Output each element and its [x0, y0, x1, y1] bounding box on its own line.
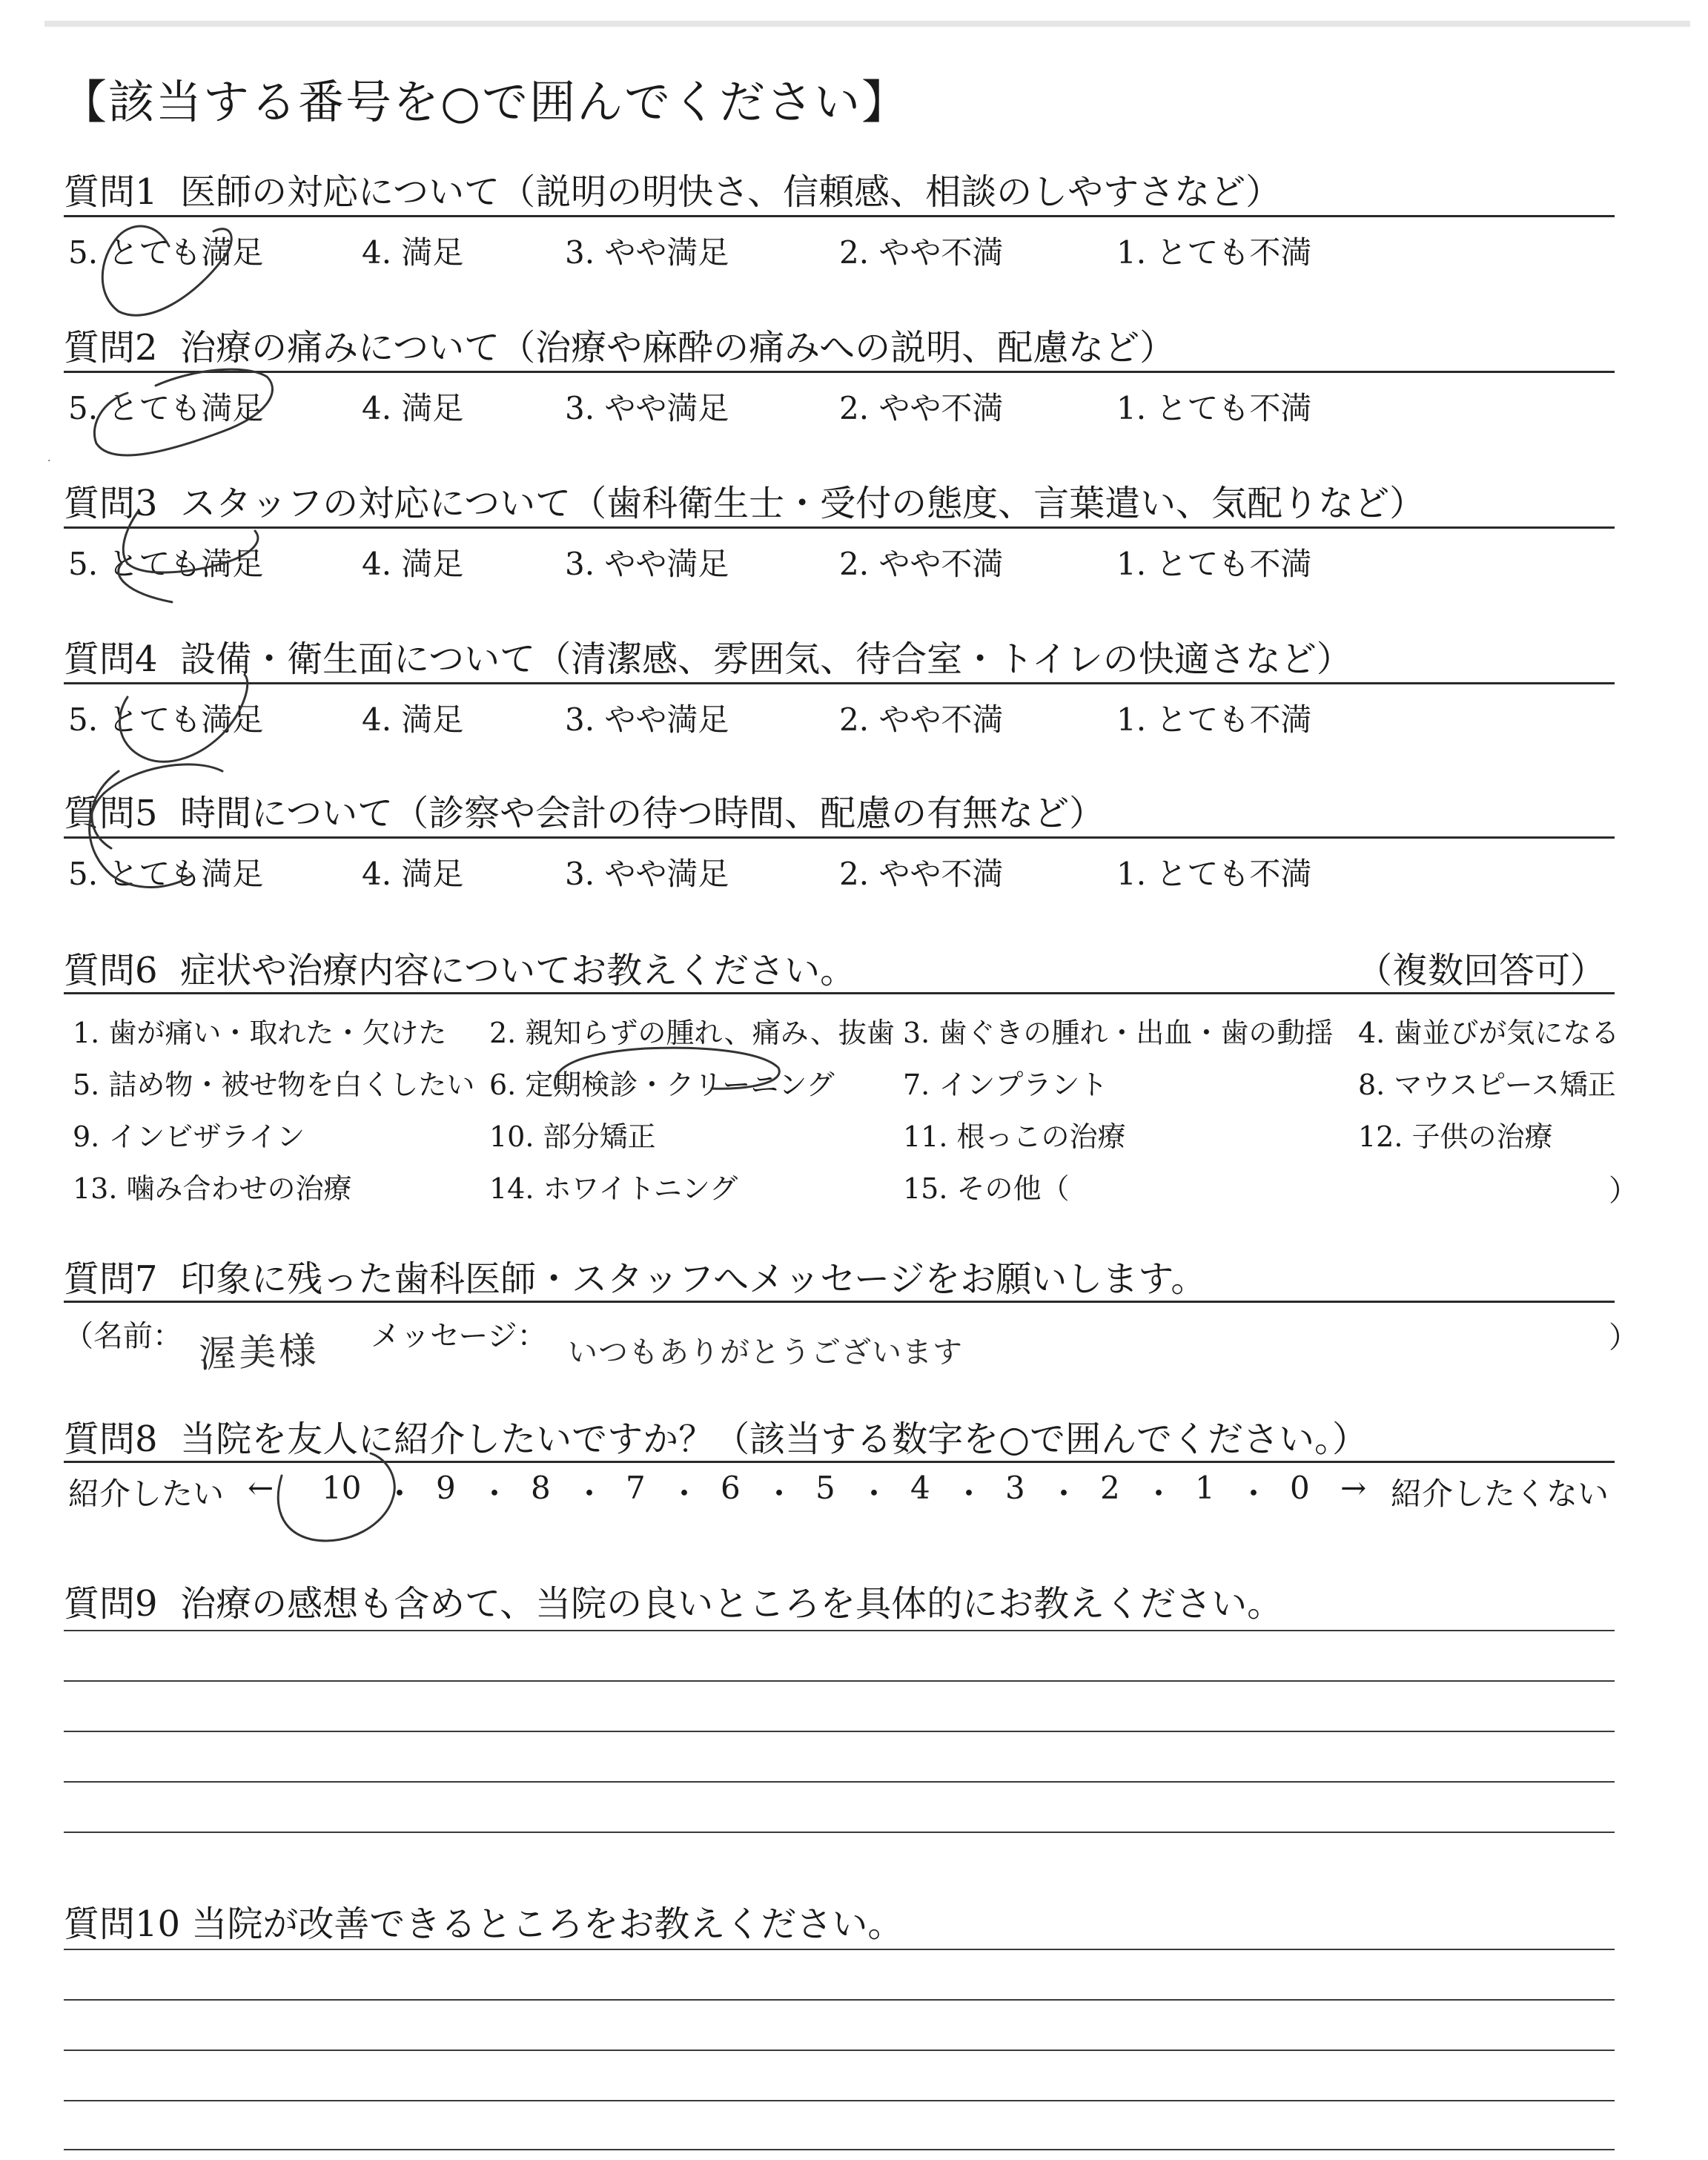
q8-scale-2[interactable]: 2	[1100, 1470, 1120, 1506]
q8-scale-4[interactable]: 4	[910, 1470, 930, 1506]
q2-option-4[interactable]: 4. 満足	[362, 390, 464, 426]
question-2-rule	[64, 371, 1615, 373]
question-6-text: 症状や治療内容についてお教えください。	[180, 950, 856, 991]
page-heading: 【該当する番号を○で囲んでください】	[61, 75, 910, 129]
q2-option-2[interactable]: 2. やや不満	[839, 390, 1004, 426]
q10-answer-line[interactable]	[64, 2050, 1615, 2051]
q5-option-1[interactable]: 1. とても不満	[1116, 856, 1312, 892]
question-4-text: 設備・衛生面について（清潔感、雰囲気、待合室・トイレの快適さなど）	[180, 638, 1352, 680]
question-1-text: 医師の対応について（説明の明快さ、信頼感、相談のしやすさなど）	[180, 171, 1282, 213]
question-1-title	[64, 163, 1281, 214]
q9-answer-line[interactable]	[64, 1630, 1615, 1631]
q8-scale-7[interactable]: 7	[626, 1470, 646, 1506]
q5-option-4[interactable]: 4. 満足	[362, 856, 464, 892]
q8-scale-10[interactable]: 10	[322, 1470, 362, 1506]
q10-answer-line[interactable]	[64, 1999, 1615, 2001]
q10-answer-line[interactable]	[64, 1949, 1615, 1950]
q3-option-4[interactable]: 4. 満足	[362, 546, 464, 582]
q4-option-4[interactable]: 4. 満足	[362, 701, 464, 738]
q8-dot: ・	[479, 1476, 511, 1512]
q8-dot: ・	[574, 1476, 606, 1512]
q6-option-12[interactable]: 12. 子供の治療	[1358, 1120, 1553, 1153]
q8-dot: ・	[1238, 1476, 1270, 1512]
q6-option-9[interactable]: 9. インビザライン	[73, 1120, 305, 1153]
question-8-rule	[64, 1461, 1615, 1463]
q6-option-8[interactable]: 8. マウスピース矯正	[1358, 1069, 1616, 1101]
question-2-text: 治療の痛みについて（治療や麻酔の痛みへの説明、配慮など）	[180, 327, 1176, 369]
question-3-rule	[64, 526, 1615, 529]
question-3-label: 質問3	[64, 483, 158, 524]
question-1-rule	[64, 215, 1615, 217]
q1-option-3[interactable]: 3. やや満足	[565, 234, 729, 271]
q8-dot: ・	[764, 1476, 795, 1512]
question-4-label: 質問4	[64, 638, 158, 680]
question-4-title	[64, 630, 1352, 681]
question-5-rule	[64, 836, 1615, 839]
q8-scale-0[interactable]: 0	[1290, 1470, 1310, 1506]
q6-option-13[interactable]: 13. 噛み合わせの治療	[73, 1172, 352, 1205]
q6-option-7[interactable]: 7. インプラント	[903, 1069, 1108, 1101]
q9-answer-line[interactable]	[64, 1731, 1615, 1732]
question-8-text: 当院を友人に紹介したいですか？（該当する数字を○で囲んでください。）	[180, 1418, 1368, 1460]
q5-option-2[interactable]: 2. やや不満	[839, 856, 1004, 892]
q8-dot: ・	[669, 1476, 701, 1512]
q4-option-1[interactable]: 1. とても不満	[1116, 701, 1312, 738]
q8-scale-1[interactable]: 1	[1195, 1470, 1215, 1506]
q1-option-5[interactable]: 5. とても満足	[68, 234, 264, 271]
q3-option-1[interactable]: 1. とても不満	[1116, 546, 1312, 582]
q6-option-5[interactable]: 5. 詰め物・被せ物を白くしたい	[73, 1069, 475, 1101]
q9-answer-line[interactable]	[64, 1832, 1615, 1833]
q10-answer-line[interactable]	[64, 2149, 1615, 2150]
q6-option-3[interactable]: 3. 歯ぐきの腫れ・出血・歯の動揺	[903, 1017, 1334, 1049]
q6-option-1[interactable]: 1. 歯が痛い・取れた・欠けた	[73, 1017, 447, 1049]
question-9-title	[64, 1575, 1282, 1626]
question-10-title	[64, 1895, 903, 1946]
q6-option-2[interactable]: 2. 親知らずの腫れ、痛み、抜歯	[489, 1017, 895, 1049]
question-3-title	[64, 475, 1425, 526]
q7-name-value[interactable]: 渥美様	[198, 1329, 320, 1376]
q1-option-2[interactable]: 2. やや不満	[839, 234, 1004, 271]
q8-dot: ・	[384, 1476, 416, 1512]
q9-answer-line[interactable]	[64, 1781, 1615, 1783]
q8-dot: ・	[953, 1476, 985, 1512]
q7-name-label: （名前：	[64, 1319, 182, 1353]
q6-option-6[interactable]: 6. 定期検診・クリーニング	[489, 1069, 835, 1101]
question-9-label: 質問9	[64, 1583, 158, 1625]
scan-speck: ·	[47, 455, 51, 467]
q6-other-close-paren: ）	[1609, 1174, 1638, 1208]
q8-scale-5[interactable]: 5	[815, 1470, 835, 1506]
q4-option-3[interactable]: 3. やや満足	[565, 701, 729, 738]
q6-option-4[interactable]: 4. 歯並びが気になる	[1358, 1017, 1620, 1049]
question-8-title	[64, 1410, 1368, 1462]
q8-left-arrow: ←	[248, 1470, 274, 1506]
question-8-label: 質問8	[64, 1418, 158, 1460]
q7-message-value[interactable]: いつもありがとうございます	[568, 1335, 963, 1370]
q7-close-paren: ）	[1609, 1321, 1638, 1355]
question-7-text: 印象に残った歯科医師・スタッフへメッセージをお願いします。	[180, 1258, 1207, 1300]
question-2-label: 質問2	[64, 327, 158, 369]
q3-option-2[interactable]: 2. やや不満	[839, 546, 1004, 582]
question-5-label: 質問5	[64, 793, 158, 834]
question-6-title	[64, 942, 855, 993]
q8-right-arrow: →	[1340, 1470, 1367, 1506]
q3-option-5[interactable]: 5. とても満足	[68, 546, 264, 582]
question-6-rule	[64, 992, 1615, 994]
page-top-edge	[44, 21, 1690, 27]
q6-option-10[interactable]: 10. 部分矯正	[489, 1120, 656, 1153]
question-10-text: 当院が改善できるところをお教えください。	[191, 1903, 904, 1945]
q9-answer-line[interactable]	[64, 1680, 1615, 1682]
q8-scale-9[interactable]: 9	[436, 1470, 456, 1506]
q3-option-3[interactable]: 3. やや満足	[565, 546, 729, 582]
q4-option-2[interactable]: 2. やや不満	[839, 701, 1004, 738]
q6-option-14[interactable]: 14. ホワイトニング	[489, 1172, 738, 1205]
question-7-rule	[64, 1301, 1615, 1303]
q5-option-5[interactable]: 5. とても満足	[68, 856, 264, 892]
q4-option-5[interactable]: 5. とても満足	[68, 701, 264, 738]
q7-message-label: メッセージ：	[371, 1319, 547, 1353]
q8-left-label: 紹介したい	[68, 1476, 225, 1512]
q2-option-5[interactable]: 5. とても満足	[68, 390, 264, 426]
question-7-title	[64, 1250, 1206, 1301]
question-10-label: 質問10	[64, 1903, 181, 1945]
q8-scale-8[interactable]: 8	[531, 1470, 551, 1506]
q8-scale-6[interactable]: 6	[721, 1470, 741, 1506]
q8-dot: ・	[858, 1476, 890, 1512]
q6-option-15[interactable]: 15. その他（	[903, 1172, 1070, 1205]
q8-scale-3[interactable]: 3	[1005, 1470, 1025, 1506]
question-5-text: 時間について（診察や会計の待つ時間、配慮の有無など）	[180, 793, 1105, 834]
question-9-text: 治療の感想も含めて、当院の良いところを具体的にお教えください。	[180, 1583, 1283, 1625]
q2-option-3[interactable]: 3. やや満足	[565, 390, 729, 426]
q1-option-1[interactable]: 1. とても不満	[1116, 234, 1312, 271]
question-1-label: 質問1	[64, 171, 158, 213]
q5-option-3[interactable]: 3. やや満足	[565, 856, 729, 892]
q8-dot: ・	[1048, 1476, 1080, 1512]
question-5-title	[64, 785, 1105, 836]
question-6-note: （複数回答可）	[1357, 950, 1606, 991]
q10-answer-line[interactable]	[64, 2100, 1615, 2101]
question-6-label: 質問6	[64, 950, 158, 991]
question-4-rule	[64, 682, 1615, 684]
q6-option-11[interactable]: 11. 根っこの治療	[903, 1120, 1126, 1153]
q1-option-4[interactable]: 4. 満足	[362, 234, 464, 271]
question-2-title	[64, 319, 1175, 370]
q8-right-label: 紹介したくない	[1391, 1476, 1609, 1512]
question-3-text: スタッフの対応について（歯科衛生士・受付の態度、言葉遣い、気配りなど）	[180, 483, 1426, 524]
q8-dot: ・	[1143, 1476, 1175, 1512]
question-7-label: 質問7	[64, 1258, 158, 1300]
q2-option-1[interactable]: 1. とても不満	[1116, 390, 1312, 426]
